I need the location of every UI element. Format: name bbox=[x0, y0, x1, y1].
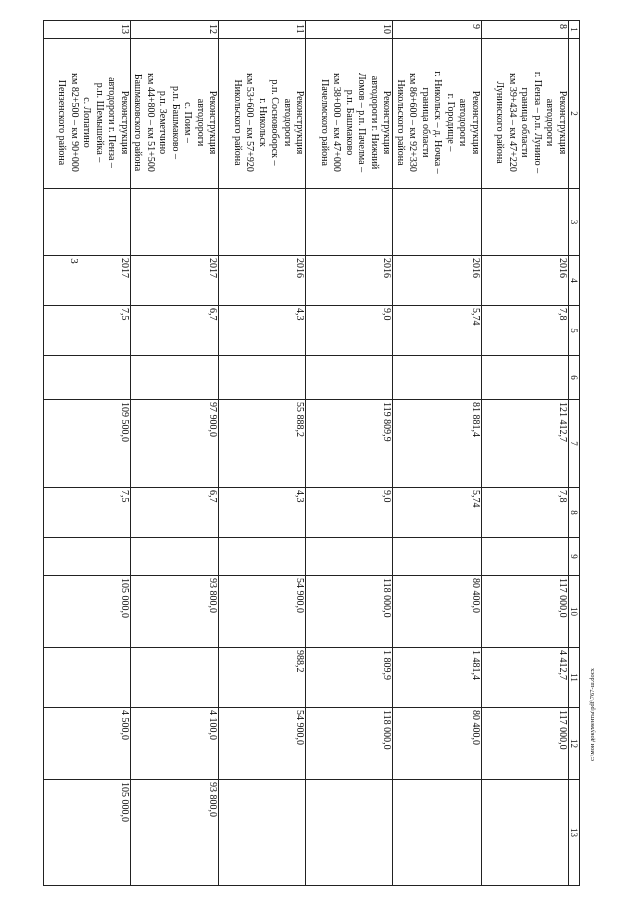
row-number: 10 bbox=[306, 21, 393, 39]
funds-year-1: 80 400,0 bbox=[393, 708, 482, 780]
table-row bbox=[131, 21, 220, 886]
col9-cell bbox=[219, 538, 306, 576]
total-cost: 55 888,2 bbox=[219, 400, 306, 488]
row-number: 8 bbox=[482, 21, 569, 39]
project-name: Реконструкция автодороги г. Пенза – р.п. Лунино – граница области км 39+434 – км 47+220 Лунинского района bbox=[482, 39, 569, 189]
funds-year-1: 54 900,0 bbox=[219, 708, 306, 780]
regional-funds: 4 412,7 bbox=[482, 648, 569, 708]
funds-year-2: 105 000,0 bbox=[44, 780, 131, 886]
length-km-2: 7,8 bbox=[482, 488, 569, 538]
project-name: Реконструкция автодороги р.п. Сосновоборск – г. Никольск км 53+600 – км 57+920 Никольского района bbox=[219, 39, 306, 189]
year: 2017 bbox=[131, 256, 220, 306]
table-row bbox=[44, 21, 131, 886]
regional-funds: 1 809,9 bbox=[306, 648, 393, 708]
col9-cell bbox=[393, 538, 482, 576]
funds-year-1: 117 000,0 bbox=[482, 708, 569, 780]
column-number: 8 bbox=[569, 488, 580, 538]
funds-year-2: 93 800,0 bbox=[131, 780, 220, 886]
column-number: 2 bbox=[569, 39, 580, 189]
column-number: 9 bbox=[569, 538, 580, 576]
funds-year-2 bbox=[219, 780, 306, 886]
year: 2016 bbox=[482, 256, 569, 306]
col3-cell bbox=[131, 189, 220, 256]
regional-funds bbox=[44, 648, 131, 708]
table-row bbox=[219, 21, 306, 886]
column-number: 10 bbox=[569, 576, 580, 648]
regional-funds: 988,2 bbox=[219, 648, 306, 708]
project-name: Реконструкция автодороги г. Городище – г. Никольск – д. Ночка – граница области км 86+600 – км 92+330 Никольского района bbox=[393, 39, 482, 189]
col6-cell bbox=[393, 356, 482, 400]
regional-funds bbox=[131, 648, 220, 708]
length-km: 7,5 bbox=[44, 306, 131, 356]
length-km-2: 5,74 bbox=[393, 488, 482, 538]
project-name: Реконструкция автодороги г. Пенза – р.п. Шемышейка – с. Лопатино км 82+500 – км 90+000 Пензенского района bbox=[44, 39, 131, 189]
footer-file-path: c:\мои документы\pdf\767-ш.docx bbox=[589, 668, 596, 761]
length-km: 9,0 bbox=[306, 306, 393, 356]
col9-cell bbox=[306, 538, 393, 576]
project-name: Реконструкция автодороги г. Нижний Ломов – р.п. Пачелма – р.п. Башмаково км 38+000 – км 47+000 Пачелмского района bbox=[306, 39, 393, 189]
table-body bbox=[44, 21, 580, 886]
row-number: 13 bbox=[44, 21, 131, 39]
length-km-2: 9,0 bbox=[306, 488, 393, 538]
col3-cell bbox=[306, 189, 393, 256]
table-row bbox=[482, 21, 569, 886]
funds-year-1: 118 000,0 bbox=[306, 708, 393, 780]
total-cost: 81 881,4 bbox=[393, 400, 482, 488]
length-km: 5,74 bbox=[393, 306, 482, 356]
total-cost: 97 900,0 bbox=[131, 400, 220, 488]
column-number-row bbox=[569, 21, 580, 886]
federal-funds: 80 400,0 bbox=[393, 576, 482, 648]
column-number: 7 bbox=[569, 400, 580, 488]
col9-cell bbox=[131, 538, 220, 576]
year: 2016 bbox=[393, 256, 482, 306]
funds-year-1: 4 500,0 bbox=[44, 708, 131, 780]
length-km: 7,8 bbox=[482, 306, 569, 356]
table-row bbox=[393, 21, 482, 886]
year: 2016 bbox=[306, 256, 393, 306]
col9-cell bbox=[482, 538, 569, 576]
column-number: 11 bbox=[569, 648, 580, 708]
col6-cell bbox=[131, 356, 220, 400]
funds-year-1: 4 100,0 bbox=[131, 708, 220, 780]
row-number: 9 bbox=[393, 21, 482, 39]
page-number: 3 bbox=[68, 258, 80, 264]
projects-table bbox=[43, 20, 580, 886]
column-number: 13 bbox=[569, 780, 580, 886]
column-number: 3 bbox=[569, 189, 580, 256]
length-km: 6,7 bbox=[131, 306, 220, 356]
length-km-2: 6,7 bbox=[131, 488, 220, 538]
year: 2016 bbox=[219, 256, 306, 306]
row-number: 12 bbox=[131, 21, 220, 39]
table-row bbox=[306, 21, 393, 886]
row-number: 11 bbox=[219, 21, 306, 39]
length-km-2: 4,3 bbox=[219, 488, 306, 538]
column-number: 6 bbox=[569, 356, 580, 400]
funds-year-2 bbox=[482, 780, 569, 886]
col3-cell bbox=[44, 189, 131, 256]
total-cost: 121 412,7 bbox=[482, 400, 569, 488]
col6-cell bbox=[219, 356, 306, 400]
col3-cell bbox=[393, 189, 482, 256]
project-name: Реконструкция автодороги с. Поим – р.п. Башмаково – р.п. Земетчино км 44+800 – км 51+500 Башмаковского района bbox=[131, 39, 220, 189]
col6-cell bbox=[44, 356, 131, 400]
col3-cell bbox=[482, 189, 569, 256]
year: 2017 bbox=[44, 256, 131, 306]
col9-cell bbox=[44, 538, 131, 576]
length-km-2: 7,5 bbox=[44, 488, 131, 538]
regional-funds: 1 481,4 bbox=[393, 648, 482, 708]
col3-cell bbox=[219, 189, 306, 256]
length-km: 4,3 bbox=[219, 306, 306, 356]
col6-cell bbox=[482, 356, 569, 400]
column-number: 4 bbox=[569, 256, 580, 306]
column-number: 12 bbox=[569, 708, 580, 780]
federal-funds: 117 000,0 bbox=[482, 576, 569, 648]
total-cost: 119 809,9 bbox=[306, 400, 393, 488]
federal-funds: 118 000,0 bbox=[306, 576, 393, 648]
total-cost: 109 500,0 bbox=[44, 400, 131, 488]
col6-cell bbox=[306, 356, 393, 400]
funds-year-2 bbox=[306, 780, 393, 886]
rotated-table-wrapper bbox=[54, 0, 586, 905]
funds-year-2 bbox=[393, 780, 482, 886]
column-number: 1 bbox=[569, 21, 580, 39]
column-number: 5 bbox=[569, 306, 580, 356]
federal-funds: 93 800,0 bbox=[131, 576, 220, 648]
federal-funds: 105 000,0 bbox=[44, 576, 131, 648]
federal-funds: 54 900,0 bbox=[219, 576, 306, 648]
